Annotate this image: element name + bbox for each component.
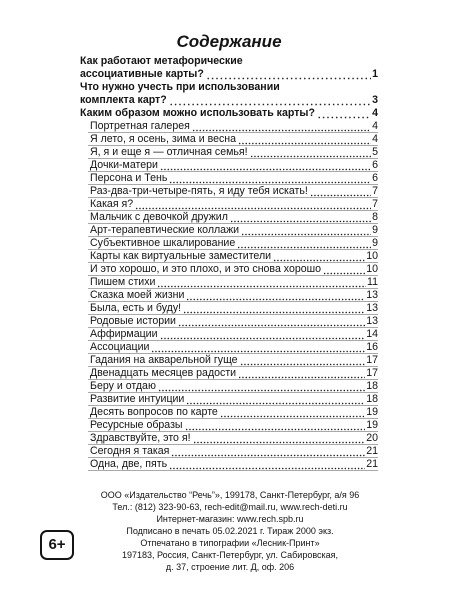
toc-item [88,211,378,224]
toc-item-page: 13 [366,302,378,314]
toc-item-page: 18 [366,393,378,405]
toc-item-page: 14 [366,328,378,340]
toc-item-label: Портретная галерея [90,120,190,132]
toc-item-page: 16 [366,341,378,353]
dot-leader [135,198,371,210]
toc-section-label: Как работают метафорические [80,55,243,67]
age-rating-badge: 6+ [40,530,74,560]
toc-item-page: 17 [366,354,378,366]
dot-leader [192,120,371,132]
dot-leader [220,406,365,418]
toc-item-page: 4 [372,133,378,145]
toc-item-label: Двенадцать месяцев радости [90,367,237,379]
dot-leader [185,419,366,431]
toc-item-page: 10 [366,263,378,275]
toc-item-label: Ресурсные образы [90,419,183,431]
toc-item-label: Какая я? [90,198,134,210]
imprint-line: 197183, Россия, Санкт-Петербург, ул. Сабировская, [121,550,339,560]
imprint-line: Интернет-магазин: www.rech.spb.ru [156,514,304,524]
toc-section-page: 1 [372,68,378,80]
toc-section-label: ассоциативные карты? [80,68,204,80]
toc-item-label: Беру и отдаю [90,380,156,392]
dot-leader [178,315,365,327]
dot-leader [169,94,371,107]
toc-item-label: Аффирмации [90,328,158,340]
toc-item-label: Мальчик с девочкой дружил [90,211,228,223]
toc-item-page: 6 [372,172,378,184]
dot-leader [273,250,365,262]
toc-item-label: Здравствуйте, это я! [90,432,191,444]
dot-leader [237,237,371,249]
toc-item-page: 21 [366,458,378,470]
toc-item-label: Я, я и еще я — отличная семья! [90,146,248,158]
toc-item-page: 19 [366,419,378,431]
toc-item [88,159,378,172]
toc-item-label: Одна, две, пять [90,458,168,470]
toc-item-page: 13 [366,289,378,301]
toc-item [88,367,378,380]
toc-item [88,354,378,367]
dot-leader [317,107,371,120]
imprint-line: Тел.: (812) 323-90-63, rech-edit@mail.ru, www.rech-deti.ru [112,502,348,512]
toc-section-label: Каким образом можно использовать карты? [80,107,315,119]
toc-item-page: 11 [367,276,378,288]
dot-leader [250,146,371,158]
dot-leader [310,185,371,197]
toc-item [88,146,378,159]
dot-leader [186,289,365,301]
toc-item [88,172,378,185]
toc-item-label: Родовые истории [90,315,176,327]
toc-item [88,315,378,328]
toc-item [88,458,378,471]
imprint [80,489,380,573]
toc-item-page: 17 [366,367,378,379]
toc-item [88,120,378,133]
toc-item [88,445,378,458]
dot-leader [238,133,371,145]
toc-item-page: 7 [372,185,378,197]
toc-item-label: И это хорошо, и это плохо, и это снова хорошо [90,263,322,275]
toc-item [88,250,378,263]
dot-leader [160,159,371,171]
dot-leader [323,263,365,275]
toc-item-label: Раз-два-три-четыре-пять, я иду тебя искать! [90,185,308,197]
toc-item [88,380,378,393]
toc-item-page: 9 [372,237,378,249]
toc-section-page: 4 [372,107,378,119]
toc-section-title-line [80,55,378,68]
toc-item-label: Я лето, я осень, зима и весна [90,133,237,145]
toc-item-page: 19 [366,406,378,418]
dot-leader [183,302,365,314]
table-of-contents [80,55,378,471]
dot-leader [206,68,371,81]
toc-item [88,237,378,250]
dot-leader [160,328,366,340]
toc-section-label: Что нужно учесть при использовании [80,81,280,93]
imprint-line: Подписано в печать 05.02.2021 г. Тираж 2000 экз. [126,526,334,536]
toc-item-label: Пишем стихи [90,276,156,288]
imprint-line: Отпечатано в типографии «Лесник-Принт» [140,538,320,548]
dot-leader [169,172,371,184]
toc-item [88,289,378,302]
toc-section [80,107,378,120]
toc-item-label: Десять вопросов по карте [90,406,218,418]
toc-item-page: 10 [366,250,378,262]
toc-item-label: Субъективное шкалирование [90,237,236,249]
page-title: Содержание [176,32,282,51]
dot-leader [157,276,366,288]
toc-item-page: 13 [366,315,378,327]
dot-leader [240,354,366,366]
toc-item [88,328,378,341]
toc-item-label: Карты как виртуальные заместители [90,250,272,262]
toc-item [88,432,378,445]
toc-item [88,406,378,419]
dot-leader [169,458,365,470]
toc-section-title-line [80,81,378,94]
toc-item [88,263,378,276]
toc-section-page: 3 [372,94,378,106]
toc-item-page: 8 [372,211,378,223]
toc-section-label: комплекта карт? [80,94,167,106]
imprint-line: ООО «Издательство “Речь”», 199178, Санкт-Петербург, а/я 96 [100,490,360,500]
toc-item-label: Сказка моей жизни [90,289,185,301]
toc-item-label: Ассоциации [90,341,150,353]
toc-item-page: 20 [366,432,378,444]
toc-item-page: 7 [372,198,378,210]
toc-item-label: Сегодня я такая [90,445,170,457]
toc-item-page: 21 [366,445,378,457]
toc-item-label: Арт-терапевтические коллажи [90,224,240,236]
toc-item [88,198,378,211]
toc-item-page: 6 [372,159,378,171]
dot-leader [193,432,366,444]
dot-leader [171,445,365,457]
toc-item-label: Персона и Тень [90,172,168,184]
dot-leader [230,211,371,223]
toc-section [80,94,378,107]
toc-item-label: Гадания на акварельной гуще [90,354,238,366]
toc-item [88,393,378,406]
dot-leader [158,380,365,392]
toc-item [88,302,378,315]
toc-item-label: Дочки-матери [90,159,158,171]
dot-leader [241,224,371,236]
toc-item [88,341,378,354]
toc-item-page: 4 [372,120,378,132]
toc-item [88,185,378,198]
toc-item [88,133,378,146]
dot-leader [186,393,365,405]
toc-item-label: Развитие интуиции [90,393,185,405]
toc-item [88,224,378,237]
toc-item-page: 5 [372,146,378,158]
toc-item-label: Была, есть и буду! [90,302,182,314]
toc-section [80,68,378,81]
toc-item [88,419,378,432]
toc-item-page: 18 [366,380,378,392]
dot-leader [238,367,365,379]
toc-item [88,276,378,289]
dot-leader [151,341,365,353]
toc-item-page: 9 [372,224,378,236]
imprint-line: д. 37, строение лит. Д, оф. 206 [165,562,295,572]
